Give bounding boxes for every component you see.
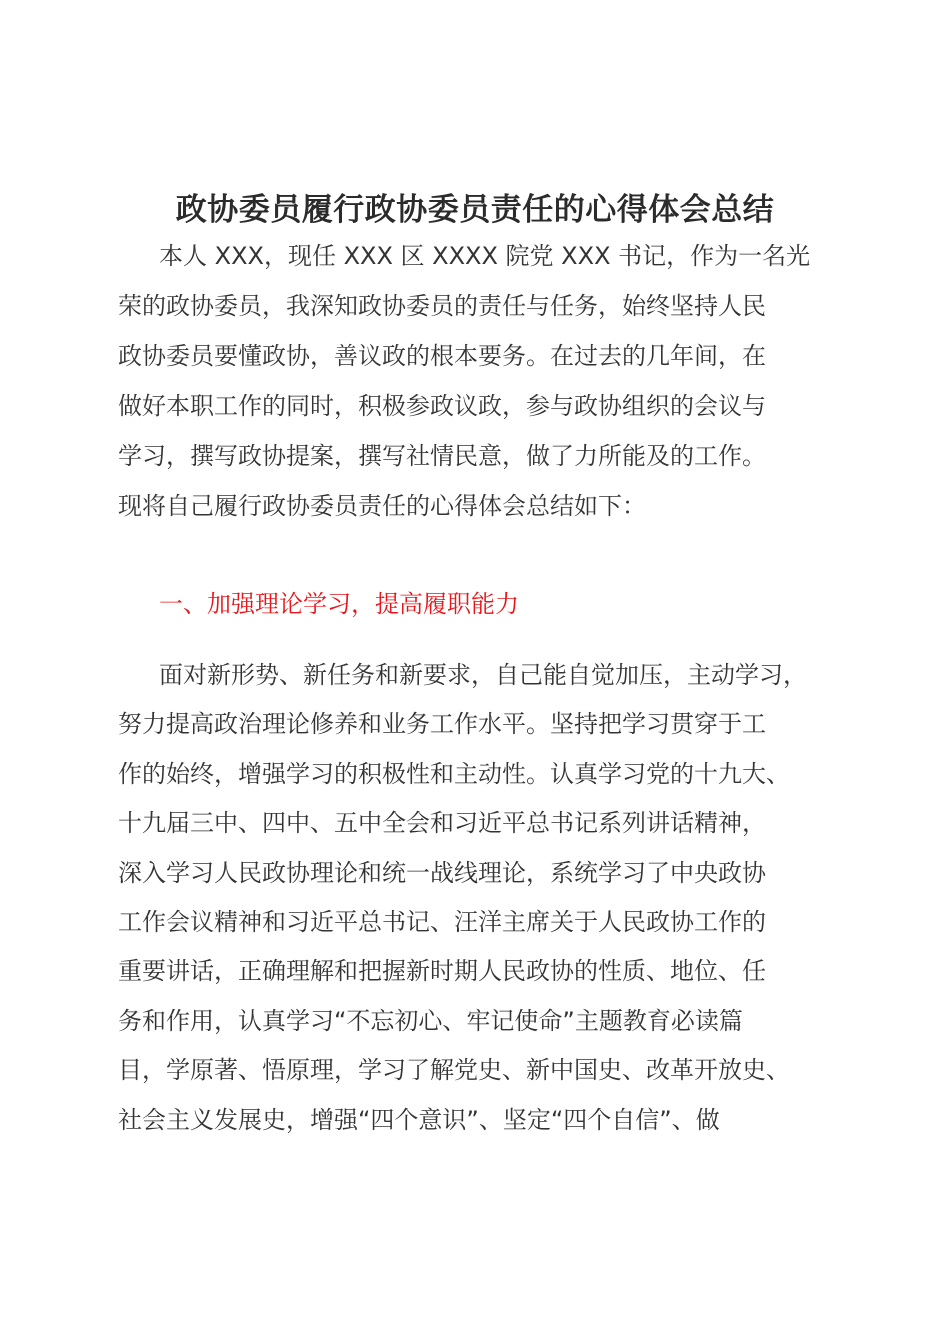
paragraph-line: 目，学原著、悟原理，学习了解党史、新中国史、改革开放史、	[118, 1056, 790, 1085]
paragraph-line: 重要讲话，正确理解和把握新时期人民政协的性质、地位、任	[118, 957, 766, 986]
section-heading: 一、加强理论学习，提高履职能力	[159, 590, 519, 618]
paragraph-line: 政协委员要懂政协，善议政的根本要务。在过去的几年间，在	[118, 342, 766, 370]
paragraph-line: 本人 XXX，现任 XXX 区 XXXX 院党 XXX 书记，作为一名光	[159, 242, 811, 270]
paragraph-line: 现将自己履行政协委员责任的心得体会总结如下：	[118, 492, 646, 520]
paragraph-line: 荣的政协委员，我深知政协委员的责任与任务，始终坚持人民	[118, 292, 766, 320]
paragraph-line: 学习，撰写政协提案，撰写社情民意，做了力所能及的工作。	[118, 442, 766, 470]
paragraph-line: 十九届三中、四中、五中全会和习近平总书记系列讲话精神，	[118, 809, 766, 838]
paragraph-line: 社会主义发展史，增强“四个意识”、坚定“四个自信”、做	[118, 1105, 720, 1134]
paragraph-line: 深入学习人民政协理论和统一战线理论，系统学习了中央政协	[118, 858, 766, 887]
section-paragraph	[118, 651, 848, 1145]
paragraph-line: 务和作用，认真学习“不忘初心、牢记使命”主题教育必读篇	[118, 1006, 743, 1035]
document-title: 政协委员履行政协委员责任的心得体会总结	[175, 192, 775, 228]
paragraph-line: 作的始终，增强学习的积极性和主动性。认真学习党的十九大、	[118, 759, 790, 788]
intro-paragraph	[118, 231, 848, 531]
paragraph-line: 工作会议精神和习近平总书记、汪洋主席关于人民政协工作的	[118, 907, 766, 936]
paragraph-line: 面对新形势、新任务和新要求，自己能自觉加压，主动学习，	[159, 661, 807, 689]
paragraph-line: 努力提高政治理论修养和业务工作水平。坚持把学习贯穿于工	[118, 710, 766, 739]
paragraph-line: 做好本职工作的同时，积极参政议政，参与政协组织的会议与	[118, 392, 766, 420]
